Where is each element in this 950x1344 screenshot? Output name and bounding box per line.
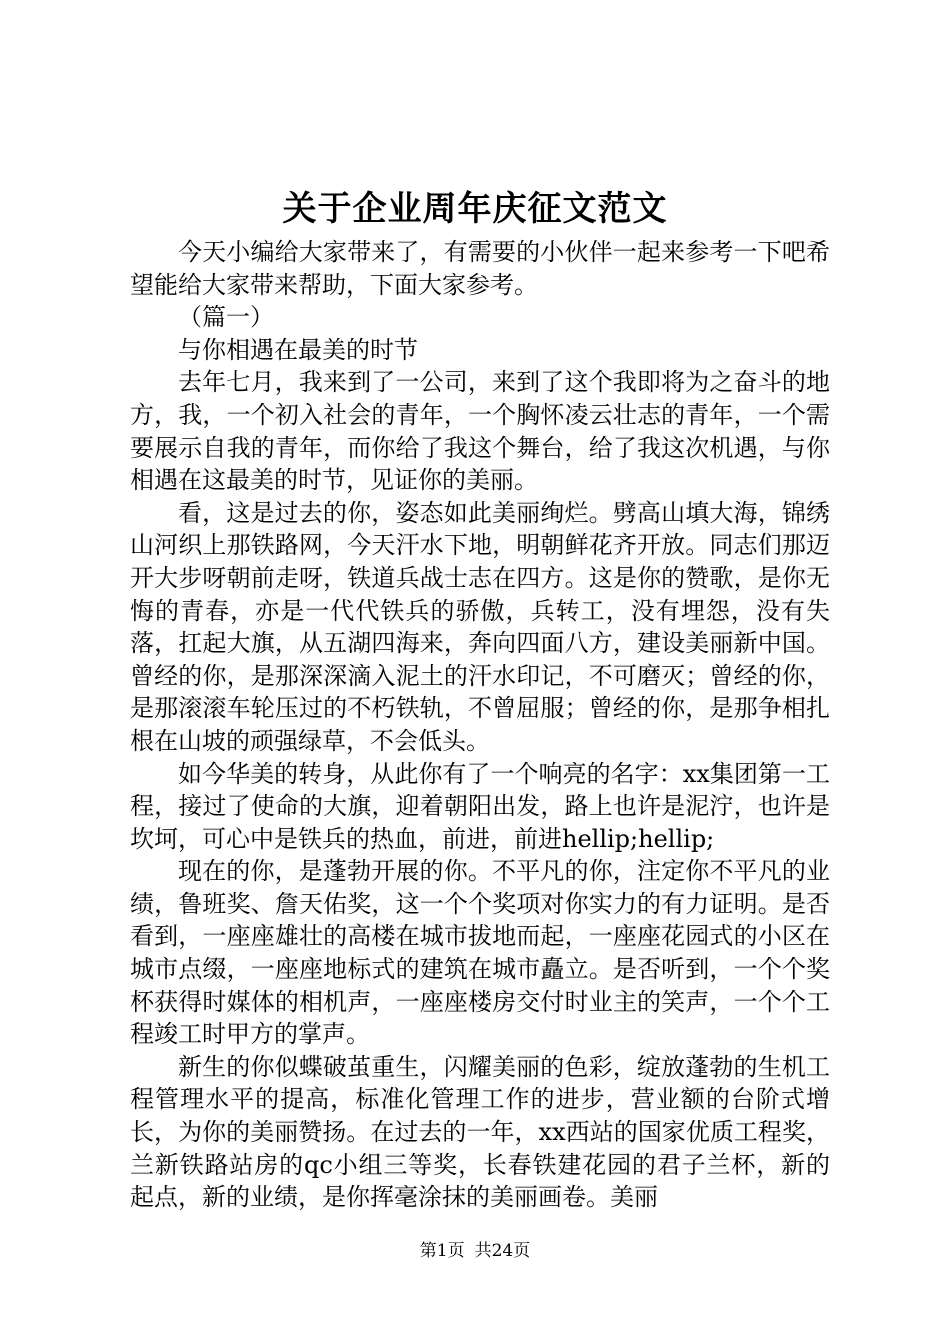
page-number: 第1页 xyxy=(419,1241,465,1261)
paragraph: 如今华美的转身，从此你有了一个响亮的名字：xx集团第一工程，接过了使命的大旗，迎着朝阳出发，路上也许是泥泞，也许是坎坷，可心中是铁兵的热血，前进，前进hellip;hellip; xyxy=(130,759,830,853)
section-label: （篇一） xyxy=(178,303,274,332)
paragraph: 看，这是过去的你，姿态如此美丽绚烂。劈高山填大海，锦绣山河织上那铁路网，今天汗水下地，明朝鲜花齐开放。同志们那迈开大步呀朝前走呀，铁道兵战士志在四方。这是你的赞歌，是你无悔的青春，亦是一代代铁兵的骄傲，兵转工，没有埋怨，没有失落，扛起大旗，从五湖四海来，奔向四面八方，建设美丽新中国。曾经的你，是那深深滴入泥土的汗水印记，不可磨灭；曾经的你，是那滚滚车轮压过的不朽铁轨，不曾屈服；曾经的你，是那争相扎根在山坡的顽强绿草，不会低头。 xyxy=(130,498,830,755)
paragraph: 去年七月，我来到了一公司，来到了这个我即将为之奋斗的地方，我，一个初入社会的青年，一个胸怀凌云壮志的青年，一个需要展示自我的青年，而你给了我这个舞台，给了我这次机遇，与你相遇在这最美的时节，见证你的美丽。 xyxy=(130,368,830,495)
document-body xyxy=(130,236,830,1214)
essay-title: 与你相遇在最美的时节 xyxy=(178,335,418,364)
paragraph-intro: 今天小编给大家带来了，有需要的小伙伴一起来参考一下吧希望能给大家带来帮助，下面大家参考。 xyxy=(130,238,830,299)
page-total: 共24页 xyxy=(474,1241,531,1261)
page-title: 关于企业周年庆征文范文 xyxy=(282,189,668,229)
paragraph: 新生的你似蝶破茧重生，闪耀美丽的色彩，绽放蓬勃的生机工程管理水平的提高，标准化管理工作的进步，营业额的台阶式增长，为你的美丽赞扬。在过去的一年，xx西站的国家优质工程奖，兰新铁路站房的qc小组三等奖，长春铁建花园的君子兰杯，新的起点，新的业绩，是你挥毫涂抹的美丽画卷。美丽 xyxy=(130,1052,830,1212)
page-footer xyxy=(0,1240,950,1262)
paragraph: 现在的你，是蓬勃开展的你。不平凡的你，注定你不平凡的业绩，鲁班奖、詹天佑奖，这一个个奖项对你实力的有力证明。是否看到，一座座雄壮的高楼在城市拔地而起，一座座花园式的小区在城市点缀，一座座地标式的建筑在城市矗立。是否听到，一个个奖杯获得时媒体的相机声，一座座楼房交付时业主的笑声，一个个工程竣工时甲方的掌声。 xyxy=(130,857,830,1049)
